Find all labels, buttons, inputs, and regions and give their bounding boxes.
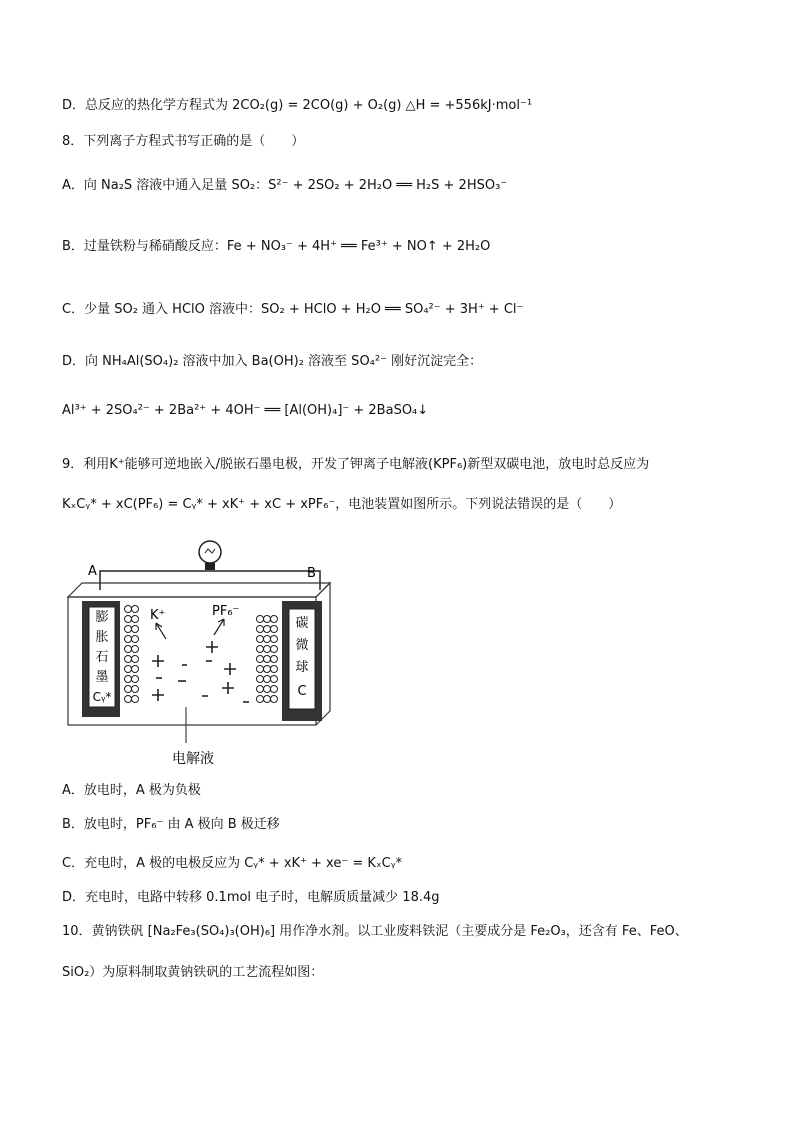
ion-k-label: K⁺ — [150, 608, 166, 623]
option-d-q8: D．向 NH₄Al(SO₄)₂ 溶液中加入 Ba(OH)₂ 溶液至 SO₄²⁻ 刚好沉淀完全： — [62, 354, 483, 369]
expanded-graphite-electrode — [82, 601, 120, 717]
question-9-stem: 9．利用K⁺能够可逆地嵌入/脱嵌石墨电极，开发了钾离子电解液(KPF₆)新型双碳电池，放电时总反应为 — [62, 457, 650, 472]
svg-text:Cᵧ*: Cᵧ* — [92, 690, 112, 704]
battery-diagram — [62, 535, 352, 775]
svg-text:胀: 胀 — [95, 630, 109, 645]
bulb-icon — [199, 541, 221, 570]
svg-text:碳: 碳 — [295, 616, 309, 631]
label-b: B — [307, 566, 316, 581]
carbon-microsphere-electrode — [282, 601, 322, 721]
option-d-q8-equation: Al³⁺ + 2SO₄²⁻ + 2Ba²⁺ + 4OH⁻ ══ [Al(OH)₄]⁻ + 2BaSO₄↓ — [62, 403, 429, 418]
option-a-q9: A．放电时，A 极为负极 — [62, 783, 201, 798]
ion-pf6-label: PF₆⁻ — [212, 604, 240, 619]
svg-text:微: 微 — [295, 638, 309, 653]
ion-arrows — [156, 619, 224, 639]
question-10-stem: 10．黄钠铁矾 [Na₂Fe₃(SO₄)₃(OH)₆] 用作净水剂。以工业废料铁泥（主要成分是 Fe₂O₃，还含有 Fe、FeO、 — [62, 924, 688, 939]
electrolyte-label: 电解液 — [172, 751, 214, 767]
ion-symbols — [152, 641, 249, 702]
option-b-q8: B．过量铁粉与稀硝酸反应：Fe + NO₃⁻ + 4H⁺ ══ Fe³⁺ + NO↑ + 2H₂O — [62, 239, 491, 254]
option-a-q8: A．向 Na₂S 溶液中通入足量 SO₂：S²⁻ + 2SO₂ + 2H₂O ══ H₂S + 2HSO₃⁻ — [62, 178, 508, 193]
option-b-q9: B．放电时，PF₆⁻ 由 A 极向 B 极迁移 — [62, 817, 280, 832]
svg-text:C: C — [297, 684, 307, 699]
option-d-q9: D．充电时，电路中转移 0.1mol 电子时，电解质质量减少 18.4g — [62, 890, 440, 905]
option-c-q8: C．少量 SO₂ 通入 HClO 溶液中：SO₂ + HClO + H₂O ══ SO₄²⁻ + 3H⁺ + Cl⁻ — [62, 302, 524, 317]
carbon-microsphere-particles — [257, 616, 278, 703]
svg-text:石: 石 — [95, 650, 109, 665]
svg-text:球: 球 — [295, 660, 309, 675]
question-10-stem-cont: SiO₂）为原料制取黄钠铁矾的工艺流程如图： — [62, 965, 324, 980]
external-wire — [100, 571, 320, 590]
svg-text:墨: 墨 — [95, 670, 109, 685]
label-a: A — [88, 564, 97, 579]
option-d-q7: D．总反应的热化学方程式为 2CO₂(g) = 2CO(g) + O₂(g) △H = +556kJ·mol⁻¹ — [62, 98, 533, 113]
battery-diagram-svg — [62, 535, 352, 775]
option-c-q9: C．充电时，A 极的电极反应为 Cᵧ* + xK⁺ + xe⁻ = KₓCᵧ* — [62, 856, 403, 871]
question-9-equation: KₓCᵧ* + xC(PF₆) = Cᵧ* + xK⁺ + xC + xPF₆⁻，电池装置如图所示。下列说法错误的是（ ） — [62, 497, 622, 512]
graphite-particles — [125, 606, 139, 703]
question-8-stem: 8．下列离子方程式书写正确的是（ ） — [62, 134, 305, 149]
svg-text:膨: 膨 — [95, 610, 109, 625]
